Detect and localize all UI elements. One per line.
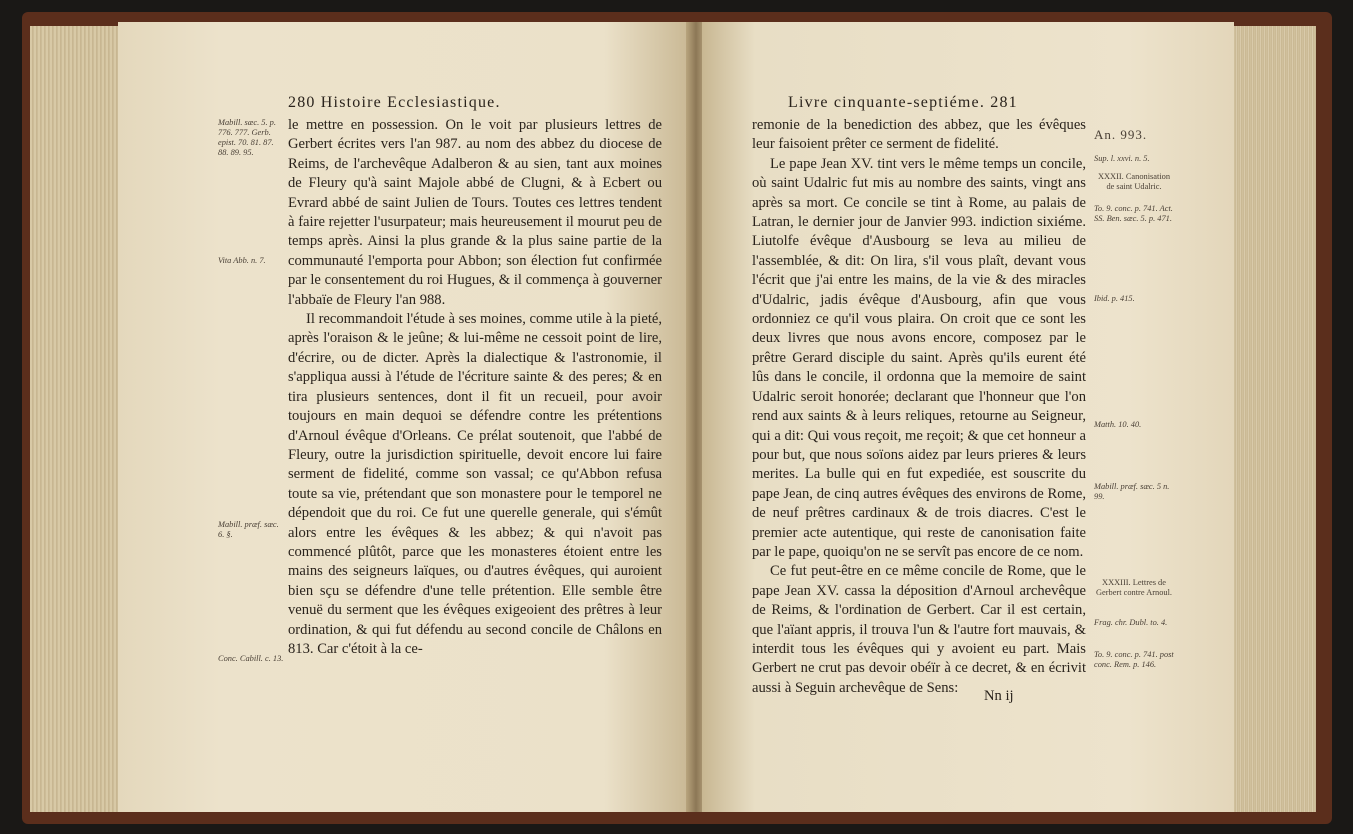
right-margin-note-9: To. 9. conc. p. 741. post conc. Rem. p. 146. — [1094, 650, 1174, 669]
signature-mark: Nn ij — [984, 688, 1014, 704]
right-margin-note-7: XXXIII. Lettres de Gerbert contre Arnoul. — [1095, 578, 1173, 597]
left-margin-note-3: Mabill. præf. sæc. 6. §. — [218, 520, 279, 539]
right-running-head: Livre cinquante-septiéme. 281 — [788, 94, 1018, 111]
right-text-column — [752, 116, 1086, 698]
right-margin-note-8: Frag. chr. Dubl. to. 4. — [1094, 618, 1168, 627]
left-paragraph-2: Il recommandoit l'étude à ses moines, comme utile à la pieté, après l'oraison & le jeûne; & lui-même ne cessoit point de lire, d'écrire, ou de dicter. Après la dialectique & l'astronomie, il s'appliqua aussi à l'étude de l'écriture sainte & des peres; & en tira plusieurs sentences, dont il fit un recueil, pour avoir toujours en main dequoi se défendre contre les prétentions d'Arnoul évêque d'Orleans. Ce prélat soutenoit, que l'abbé de Fleury, outre la jurisdiction spirituelle, devoit encore lui faire serment de fidelité, comme son vassal; ce qu'Abbon refusa toute sa vie, prétendant que son monastere pour le temporel ne dépendoit que du roi. Ce fut une querelle generale, qui s'émût alors entre les évêques & les abbez; & qui n'avoit pas commencé plûtôt, parce que les monasteres étoient entre les mains des seigneurs laïques, ou d'autres évêques, qui auroient bien sçu se défendre d'une telle prétention. Elle semble être venuë du serment que les évêques exigeoient des prêtres à leur ordination, & qui fut défendu au second concile de Châlons en 813. Car c'étoit à la ce- — [288, 311, 663, 657]
right-paragraph-3: Ce fut peut-être en ce même concile de Rome, que le pape Jean XV. cassa la déposition d'Arnoul archevêque de Reims, & l'ordination de Gerbert. Car il est certain, que l'aïant appris, il trouva l'un & l'autre fort mauvais, & interdit tous les évêques qui y avoient eu part. Mais Gerbert ne crut pas devoir obéïr à ce decret, & en écrivit aussi à Seguin archevêque de Sens: — [752, 563, 1086, 696]
page-edges-left — [30, 26, 120, 812]
left-margin-note-2: Vita Abb. n. 7. — [218, 256, 266, 265]
right-paragraph-2: Le pape Jean XV. tint vers le même temps un concile, où saint Udalric fut mis au nombre des saints, vingt ans après sa mort. Ce concile se tint à Rome, au palais de Latran, le dernier jour de Janvier 993. indiction sixiéme. Liutolfe évêque d'Ausbourg se leva au milieu de l'assemblée, & dit: On lira, s'il vous plaît, devant vous l'écrit que j'ai entre les mains, de la vie & des miracles d'Udalric, jadis évêque d'Ausbourg, afin que vous ordonniez ce qu'il vous plaira. On croit que ce sont les deux livres que nous avons encore, composez par le prêtre Gerard disciple du saint. Après qu'ils eurent été lûs dans le concile, il ordonna que la memoire de saint Udalric seroit honorée; declarant que l'honneur que l'on rend aux saints & à leurs reliques, retourne au Seigneur, qui a dit: Qui vous reçoit, me reçoit; & que cet honneur a pour but, que nous soïons aidez par leurs prieres & leurs merites. La bulle qui en fut expediée, est souscrite du pape Jean, de cinq autres évêques des environs de Rome, de neuf prêtres cardinaux & de trois diacres. C'est le premier acte autentique, qui reste de canonisation faite par le pape, quoiqu'on ne se servît pas encore de ce nom. — [752, 155, 1086, 560]
left-paragraph-1: le mettre en possession. On le voit par plusieurs lettres de Gerbert écrites vers l'an 987. au nom des abbez du diocese de Reims, de l'archevêque Adalberon & au sien, tant aux moines de Fleury qu'à saint Majole abbé de Clugni, & à Ecbert ou Evrard abbé de saint Julien de Tours. Toutes ces lettres tendent à faire rejetter l'usurpateur; mais heureusement il mourut peu de temps après. Ainsi la plus grande & la plus saine partie de la communauté l'emporta pour Abbon; son élection fut confirmée par le consentement du roi Hugues, & il commença à gouverner l'abbaïe de Fleury l'an 988. — [288, 117, 662, 308]
right-margin-note-5: Matth. 10. 40. — [1094, 420, 1142, 429]
right-margin-note-2: XXXII. Canonisation de saint Udalric. — [1097, 172, 1171, 191]
right-margin-note-1: Sup. l. xxvi. n. 5. — [1094, 154, 1150, 163]
right-margin-note-3: To. 9. conc. p. 741. Act. SS. Ben. sæc. 5. p. 471. — [1094, 204, 1173, 223]
left-text-column — [288, 116, 662, 659]
year-marker: An. 993. — [1094, 127, 1148, 142]
left-margin-note-1: Mabill. sæc. 5. p. 776. 777. Gerb. epist. 70. 81. 87. 88. 89. 95. — [218, 118, 276, 157]
left-page — [118, 22, 690, 812]
left-running-head: 280 Histoire Ecclesiastique. — [288, 94, 501, 111]
right-paragraph-1: remonie de la benediction des abbez, que les évêques leur faisoient prêter ce serment de fidelité. — [752, 117, 1086, 153]
right-margin-note-4: Ibid. p. 415. — [1094, 294, 1135, 303]
right-margin-note-6: Mabill. præf. sæc. 5 n. 99. — [1094, 482, 1170, 501]
right-page — [702, 22, 1234, 812]
page-edges-right — [1232, 26, 1316, 812]
left-margin-note-4: Conc. Cabill. c. 13. — [218, 654, 284, 663]
